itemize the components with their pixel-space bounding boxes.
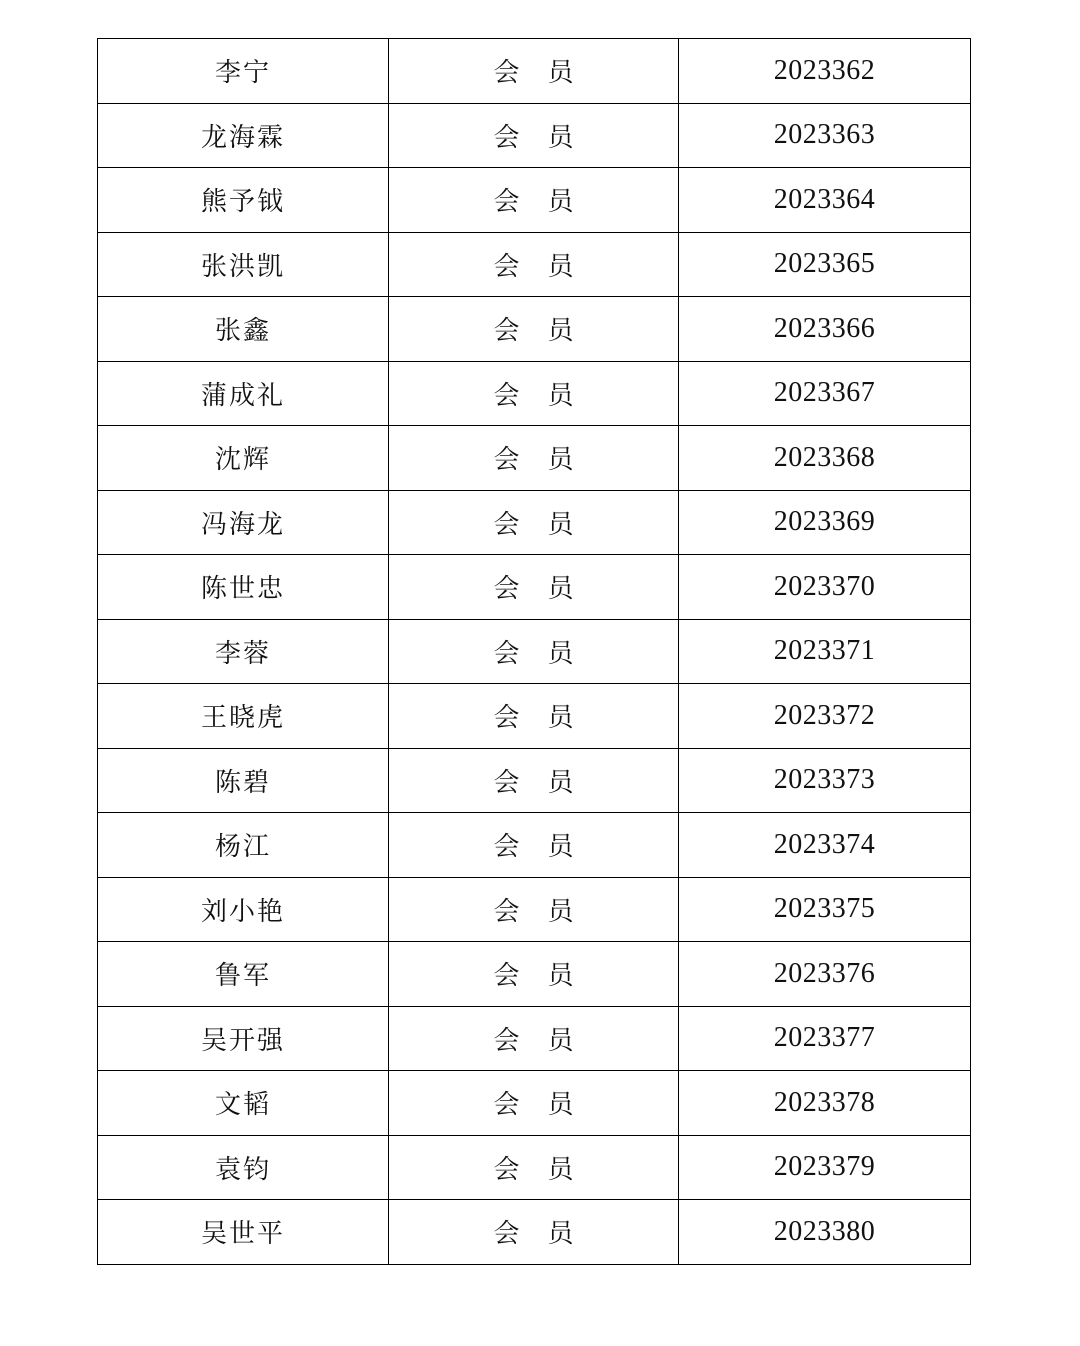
member-name-cell <box>98 232 389 297</box>
member-id: 2023379 <box>773 1151 876 1183</box>
member-name-cell <box>98 1200 389 1265</box>
member-name-cell <box>98 813 389 878</box>
member-name: 王晓虎 <box>200 703 285 734</box>
member-role: 会员 <box>493 1154 602 1185</box>
member-name: 张洪凯 <box>200 251 285 282</box>
member-name: 陈碧 <box>214 767 271 798</box>
member-name: 熊予钺 <box>200 187 285 218</box>
member-role-cell <box>389 1071 679 1136</box>
member-name: 吴开强 <box>200 1025 285 1056</box>
member-name: 蒲成礼 <box>200 380 285 411</box>
member-id: 2023368 <box>773 441 876 473</box>
table-row <box>98 1200 971 1265</box>
member-name-cell <box>98 555 389 620</box>
member-name-cell <box>98 103 389 168</box>
member-id: 2023370 <box>773 570 876 602</box>
table-row <box>98 877 971 942</box>
member-id: 2023365 <box>773 248 876 280</box>
table-row <box>98 1006 971 1071</box>
member-role: 会员 <box>493 122 602 153</box>
member-id: 2023373 <box>773 764 876 796</box>
member-role-cell <box>389 103 679 168</box>
member-name: 张鑫 <box>214 316 271 347</box>
member-name: 鲁军 <box>214 961 271 992</box>
member-id: 2023367 <box>773 377 876 409</box>
member-name-cell <box>98 1135 389 1200</box>
member-role: 会员 <box>493 832 602 863</box>
member-name-cell <box>98 426 389 491</box>
member-id: 2023362 <box>773 54 876 86</box>
member-role-cell <box>389 1006 679 1071</box>
table-row <box>98 748 971 813</box>
member-id-cell <box>679 1200 971 1265</box>
table-row <box>98 1071 971 1136</box>
member-name: 陈世忠 <box>200 574 285 605</box>
member-name: 龙海霖 <box>200 122 285 153</box>
table-row <box>98 942 971 1007</box>
member-name-cell <box>98 619 389 684</box>
member-name-cell <box>98 1071 389 1136</box>
member-role: 会员 <box>493 509 602 540</box>
member-name-cell <box>98 684 389 749</box>
table-row <box>98 619 971 684</box>
member-name: 吴世平 <box>200 1219 285 1250</box>
table-row <box>98 490 971 555</box>
member-id-cell <box>679 39 971 104</box>
member-role-cell <box>389 361 679 426</box>
member-id: 2023364 <box>773 183 876 215</box>
member-id: 2023374 <box>773 828 876 860</box>
member-role-cell <box>389 1135 679 1200</box>
member-role: 会员 <box>493 316 602 347</box>
member-role: 会员 <box>493 445 602 476</box>
member-list-table <box>97 38 971 1265</box>
member-name: 李蓉 <box>214 638 271 669</box>
member-name: 袁钧 <box>214 1154 271 1185</box>
member-name: 杨江 <box>214 832 271 863</box>
member-id-cell <box>679 877 971 942</box>
member-role: 会员 <box>493 767 602 798</box>
member-role-cell <box>389 426 679 491</box>
member-name: 李宁 <box>214 58 271 89</box>
table-row <box>98 168 971 233</box>
member-name-cell <box>98 490 389 555</box>
member-id: 2023376 <box>773 957 876 989</box>
member-id-cell <box>679 103 971 168</box>
member-role-cell <box>389 877 679 942</box>
member-id: 2023375 <box>773 893 876 925</box>
member-id-cell <box>679 942 971 1007</box>
member-id: 2023377 <box>773 1022 876 1054</box>
member-role-cell <box>389 1200 679 1265</box>
table-row <box>98 1135 971 1200</box>
member-id: 2023378 <box>773 1086 876 1118</box>
member-name-cell <box>98 877 389 942</box>
member-id-cell <box>679 555 971 620</box>
member-role: 会员 <box>493 703 602 734</box>
member-role-cell <box>389 942 679 1007</box>
member-id-cell <box>679 684 971 749</box>
member-name: 冯海龙 <box>200 509 285 540</box>
member-id-cell <box>679 297 971 362</box>
member-role: 会员 <box>493 1025 602 1056</box>
member-id: 2023371 <box>773 635 876 667</box>
member-id-cell <box>679 361 971 426</box>
member-role-cell <box>389 232 679 297</box>
member-role: 会员 <box>493 961 602 992</box>
member-role-cell <box>389 555 679 620</box>
member-role-cell <box>389 490 679 555</box>
member-id-cell <box>679 1006 971 1071</box>
member-id-cell <box>679 490 971 555</box>
member-id-cell <box>679 619 971 684</box>
member-role-cell <box>389 748 679 813</box>
member-name-cell <box>98 168 389 233</box>
member-role: 会员 <box>493 574 602 605</box>
member-role-cell <box>389 297 679 362</box>
member-id: 2023369 <box>773 506 876 538</box>
member-id-cell <box>679 426 971 491</box>
member-name-cell <box>98 361 389 426</box>
member-name-cell <box>98 942 389 1007</box>
member-role-cell <box>389 168 679 233</box>
table-row <box>98 813 971 878</box>
table-row <box>98 39 971 104</box>
member-list-body <box>98 39 971 1265</box>
member-role-cell <box>389 813 679 878</box>
member-name: 文韬 <box>214 1090 271 1121</box>
member-name-cell <box>98 297 389 362</box>
member-id-cell <box>679 168 971 233</box>
table-row <box>98 684 971 749</box>
table-row <box>98 361 971 426</box>
member-name: 沈辉 <box>214 445 271 476</box>
member-name-cell <box>98 39 389 104</box>
member-role: 会员 <box>493 380 602 411</box>
member-id: 2023366 <box>773 312 876 344</box>
table-row <box>98 297 971 362</box>
member-role-cell <box>389 619 679 684</box>
member-name-cell <box>98 1006 389 1071</box>
member-role: 会员 <box>493 58 602 89</box>
member-role: 会员 <box>493 187 602 218</box>
member-role-cell <box>389 39 679 104</box>
member-id-cell <box>679 813 971 878</box>
member-id-cell <box>679 748 971 813</box>
table-row <box>98 555 971 620</box>
member-id-cell <box>679 232 971 297</box>
member-role: 会员 <box>493 896 602 927</box>
member-role: 会员 <box>493 1090 602 1121</box>
member-name: 刘小艳 <box>200 896 285 927</box>
member-role: 会员 <box>493 1219 602 1250</box>
member-id: 2023380 <box>773 1215 876 1247</box>
member-name-cell <box>98 748 389 813</box>
member-id-cell <box>679 1071 971 1136</box>
member-role: 会员 <box>493 638 602 669</box>
table-row <box>98 103 971 168</box>
member-id: 2023372 <box>773 699 876 731</box>
member-id: 2023363 <box>773 119 876 151</box>
table-row <box>98 426 971 491</box>
table-row <box>98 232 971 297</box>
member-role: 会员 <box>493 251 602 282</box>
member-id-cell <box>679 1135 971 1200</box>
member-role-cell <box>389 684 679 749</box>
